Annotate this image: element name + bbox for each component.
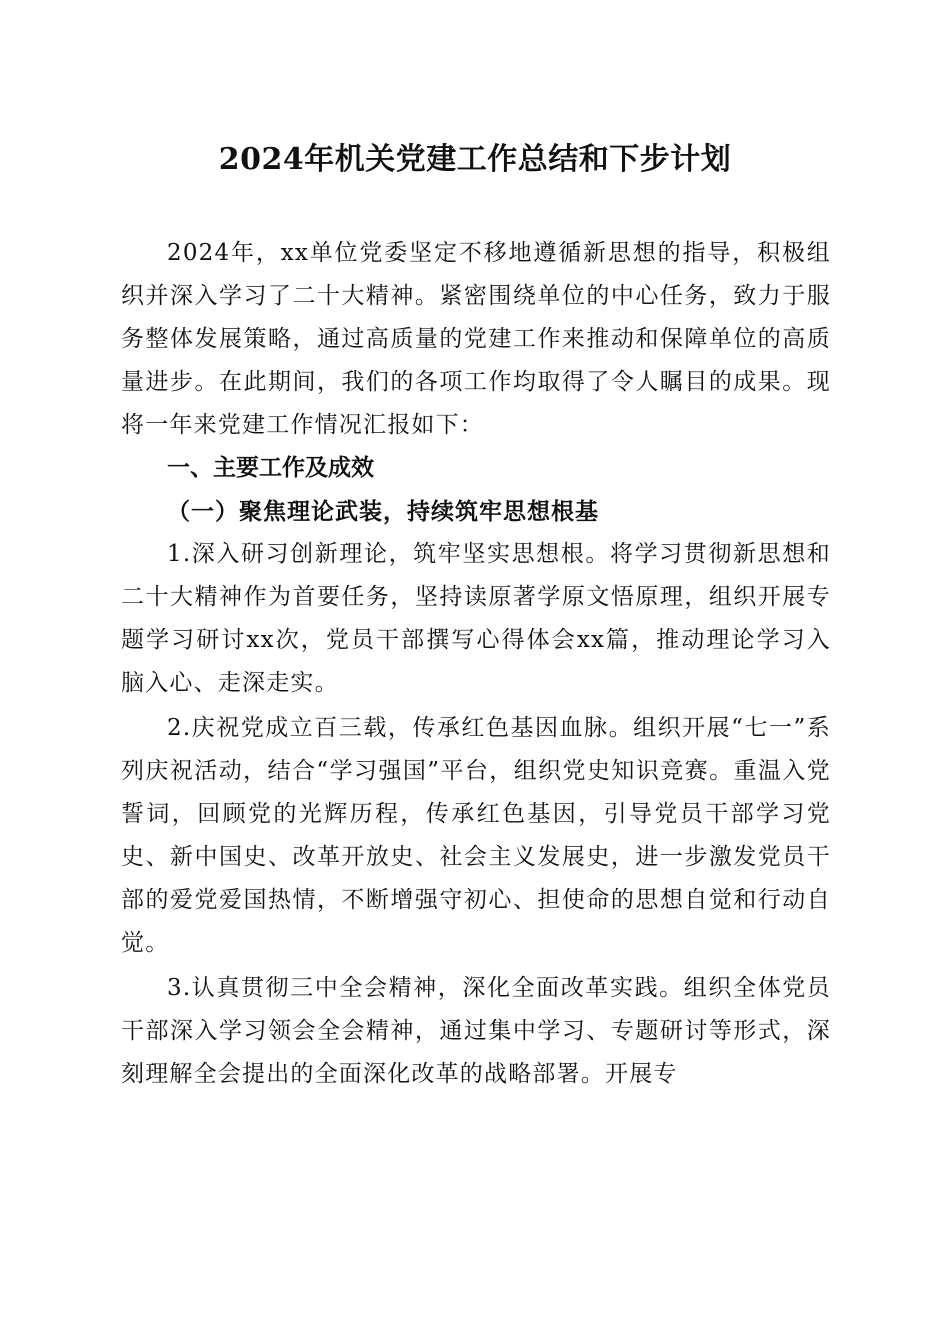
- paragraph-item-3: 3.认真贯彻三中全会精神，深化全面改革实践。组织全体党员干部深入学习领会全会精神，通过集中学习、专题研讨等形式，深刻理解全会提出的全面深化改革的战略部署。开展专: [121, 975, 831, 1087]
- document-title: 2024年机关党建工作总结和下步计划: [218, 142, 732, 177]
- document-body: [121, 232, 831, 1096]
- section-heading-main-work: 一、主要工作及成效: [167, 455, 374, 481]
- subsection-heading-theory: （一）聚焦理论武装，持续筑牢思想根基: [167, 498, 599, 525]
- intro-paragraph: 2024年，xx单位党委坚定不移地遵循新思想的指导，积极组织并深入学习了二十大精神。紧密围绕单位的中心任务，致力于服务整体发展策略，通过高质量的党建工作来推动和保障单位的高质量进步。在此期间，我们的各项工作均取得了令人瞩目的成果。现将一年来党建工作情况汇报如下：: [121, 240, 831, 438]
- paragraph-item-1: 1.深入研习创新理论，筑牢坚实思想根。将学习贯彻新思想和二十大精神作为首要任务，坚持读原著学原文悟原理，组织开展专题学习研讨xx次，党员干部撰写心得体会xx篇，推动理论学习入脑入心、走深走实。: [121, 541, 831, 696]
- paragraph-item-2: 2.庆祝党成立百三载，传承红色基因血脉。组织开展“七一”系列庆祝活动，结合“学习强国”平台，组织党史知识竞赛。重温入党誓词，回顾党的光辉历程，传承红色基因，引导党员干部学习党史、新中国史、改革开放史、社会主义发展史，进一步激发党员干部的爱党爱国热情，不断增强守初心、担使命的思想自觉和行动自觉。: [121, 715, 831, 956]
